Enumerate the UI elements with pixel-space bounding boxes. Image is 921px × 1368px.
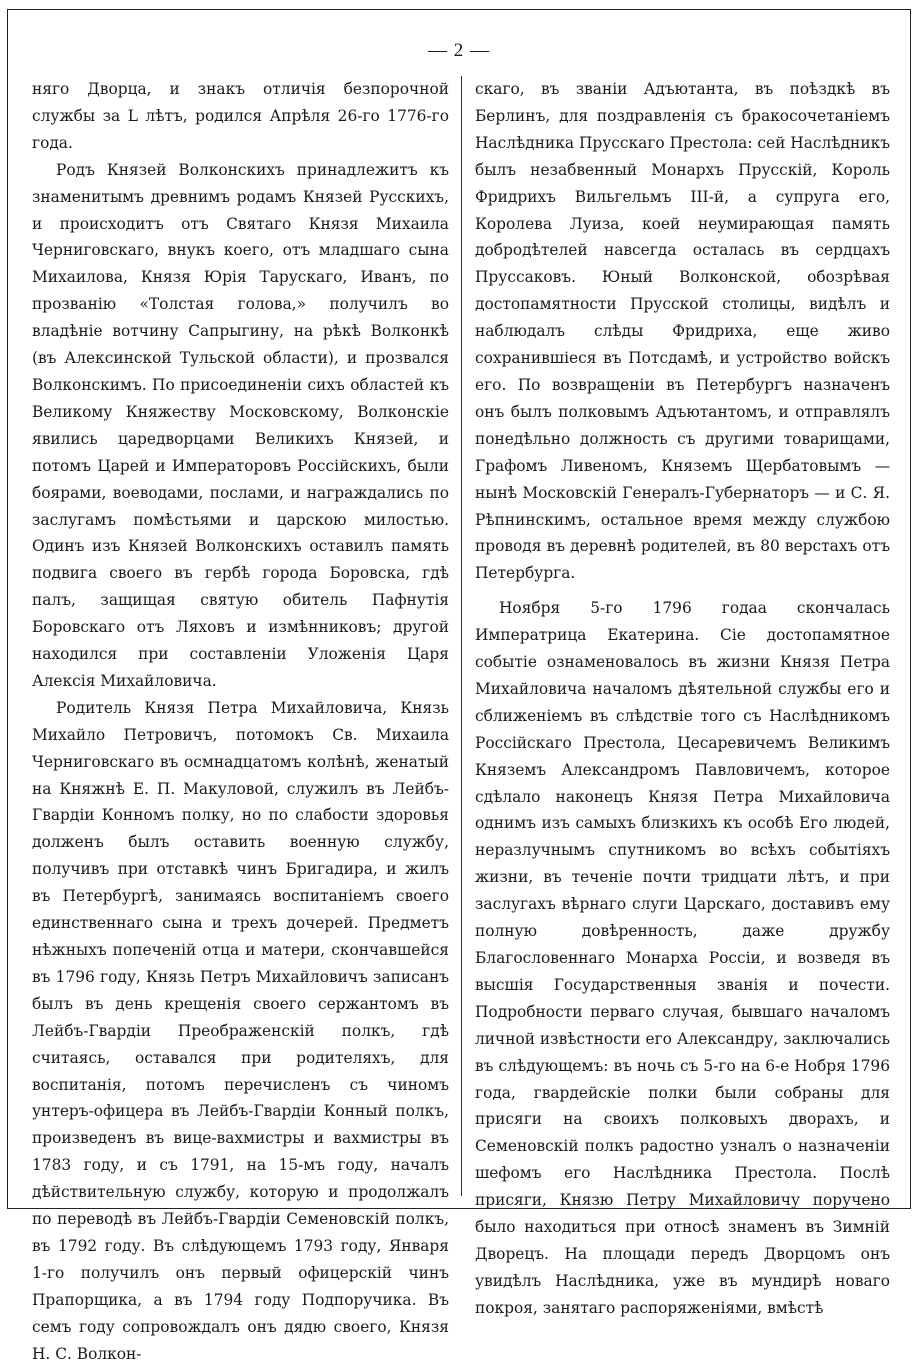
right-column bbox=[461, 76, 890, 1317]
left-paragraph-2: Родъ Князей Волконскихъ принадлежитъ къ знаменитымъ древнимъ родамъ Князей Русскихъ, и происходитъ отъ Святаго Князя Михаила Черниговскаго, внукъ коего, отъ младшаго сына Михаилова, Князя Юрія Тарускаго, Иванъ, по прозванію «Толстая голова,» получилъ во владѣніе вотчину Сапрыгину, на рѣкѣ Волконкѣ (въ Алексинской Тульской области), и прозвался Волконскимъ. По присоединеніи сихъ областей къ Великому Княжеству Московскому, Волконскіе явились царедворцами Великихъ Князей, и потомъ Царей и Императоровъ Россійскихъ, были боярами, воеводами, послами, и награждались по заслугамъ помѣстьями и царскою милостью. Одинъ изъ Князей Волконскихъ оставилъ память подвига своего въ гербѣ города Боровска, гдѣ палъ, защищая святую обитель Пафнутія Боровскаго отъ Ляховъ и измѣнниковъ; другой находился при составленіи Уложенія Царя Алексія Михайловича. bbox=[32, 160, 449, 690]
page-number: — 2 — bbox=[428, 40, 490, 61]
page-frame bbox=[7, 9, 911, 1363]
right-paragraph-2: Ноября 5-го 1796 годаа скончалась Императрица Екатерина. Сіе достопамятное событіе ознаменовалось въ жизни Князя Петра Михайловича началомъ дѣятельной службы его и сближеніемъ въ слѣдствіе того съ Наслѣдникомъ Россійскаго Престола, Цесаревичемъ Великимъ Княземъ Александромъ Павловичемъ, которое сдѣлало наконецъ Князя Петра Михайловича однимъ изъ самыхъ близкихъ къ особѣ Его людей, неразлучнымъ спутникомъ во всѣхъ событіяхъ жизни, въ теченіе почти тридцати лѣтъ, и при заслугахъ вѣрнаго слуги Царскаго, доставивъ ему полную довѣренность, даже дружбу Благословеннаго Монарха Россіи, и возведя въ высшія Государственныя званія и почести. Подробности перваго случая, бывшаго началомъ личной извѣстности его Александру, заключались въ слѣдующемъ: въ ночь съ 5-го на 6-е Нобря 1796 года, гвардейскіе полки были собраны для присяги на своихъ полковыхъ дворахъ, и Семеновскій полкъ радостно узналъ о назначеніи шефомъ его Наслѣдника Престола. Послѣ присяги, Князю Петру Михайловичу поручено было находиться при относѣ знаменъ въ Зимній Дворецъ. На площади передъ Дворцомъ онъ увидѣлъ Наслѣдника, уже въ мундирѣ новаго покроя, занятаго распоряженіями, вмѣстѣ bbox=[475, 599, 890, 1317]
left-column bbox=[32, 76, 461, 1363]
left-paragraph-1: няго Дворца, и знакъ отличія безпорочной службы за L лѣтъ, родился Апрѣля 26-го 1776-го года. bbox=[32, 80, 449, 152]
text-columns bbox=[32, 76, 890, 1363]
left-paragraph-3: Родитель Князя Петра Михайловича, Князь Михайло Петровичъ, потомокъ Св. Михаила Черниговскаго въ осмнадцатомъ колѣнѣ, женатый на Княжнѣ Е. П. Макуловой, служилъ въ Лейбъ-Гвардіи Конномъ полку, но по слабости здоровья долженъ былъ оставить военную службу, получивъ при отставкѣ чинъ Бригадира, и жилъ въ Петербургѣ, занимаясь воспитаніемъ своего единственнаго сына и трехъ дочерей. Предметъ нѣжныхъ попеченій отца и матери, скончавшейся въ 1796 году, Князь Петръ Михайловичъ записанъ былъ въ день крещенія своего сержантомъ въ Лейбъ-Гвардіи Преображенскій полкъ, гдѣ считаясь, оставался при родителяхъ, для воспитанія, потомъ перечисленъ съ чиномъ унтеръ-офицера въ Лейбъ-Гвардіи Конный полкъ, произведенъ въ вице-вахмистры и вахмистры въ 1783 году, и съ 1791, на 15-мъ году, началъ дѣйствительную службу, которую и продолжалъ по переводѣ въ Лейбъ-Гвардіи Семеновскій полкъ, въ 1792 году. Въ слѣдующемъ 1793 году, Января 1-го получилъ онъ первый офицерскій чинъ Прапорщика, а въ 1794 году Подпоручика. Въ семъ году сопровождалъ онъ дядю своего, Князя Н. С. Волкон- bbox=[32, 698, 449, 1363]
right-paragraph-1: скаго, въ званіи Адъютанта, въ поѣздкѣ въ Берлинъ, для поздравленія съ бракосочетаніемъ Наслѣдника Прусскаго Престола: сей Наслѣдникъ былъ незабвенный Монархъ Прусскій, Король Фридрихъ Вильгельмъ III-й, а супруга его, Королева Луиза, коей неумирающая память добродѣтелей навсегда осталась въ сердцахъ Пруссаковъ. Юный Волконской, обозрѣвая достопамятности Прусской столицы, видѣлъ и наблюдалъ слѣды Фридриха, еще живо сохранившіеся въ Потсдамѣ, и устройство войскъ его. По возвращеніи въ Петербургъ назначенъ онъ былъ полковымъ Адъютантомъ, и отправлялъ понедѣльно должность съ другими товарищами, Графомъ Ливеномъ, Княземъ Щербатовымъ — нынѣ Московскій Генералъ-Губернаторъ — и С. Я. Рѣпнинскимъ, остальное время между службою проводя въ деревнѣ родителей, въ 80 верстахъ отъ Петербурга. bbox=[475, 80, 890, 583]
